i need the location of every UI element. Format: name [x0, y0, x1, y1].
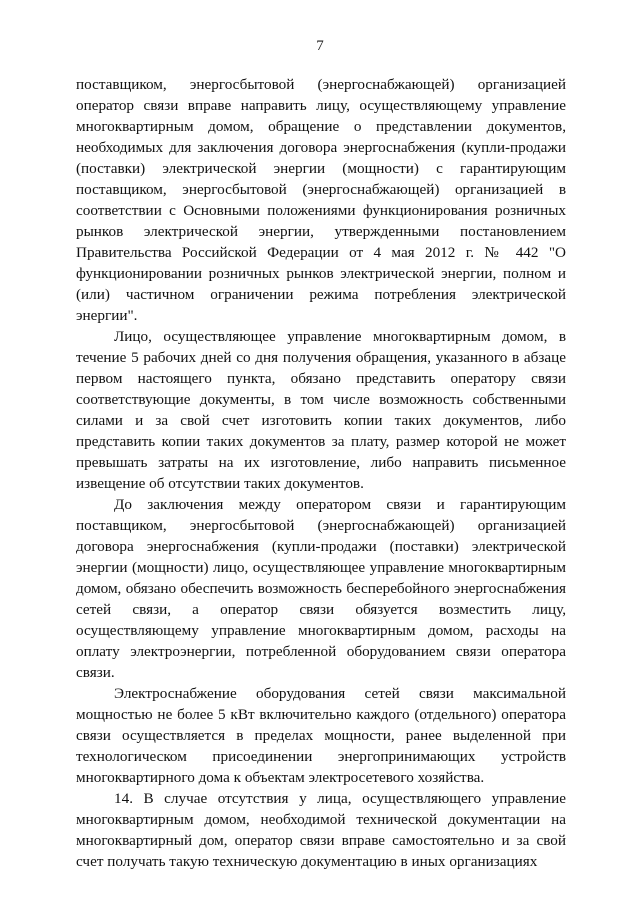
paragraph-3: До заключения между оператором связи и гарантирующим поставщиком, энергосбытовой (энергоснабжающей) организацией договора энергоснабжения (купли-продажи (поставки) электрической энергии (мощности) лицо, осуществляющее управление многоквартирным домом, обязано обеспечить возможность бесперебойного энергоснабжения сетей связи, а оператор связи обязуется возместить лицу, осуществляющему управление многоквартирным домом, расходы на оплату электроэнергии, потребленной оборудованием связи оператора связи.: [76, 496, 566, 681]
paragraph-5: 14. В случае отсутствия у лица, осуществляющего управление многоквартирным домом, необходимой технической документации на многоквартирный дом, оператор связи вправе самостоятельно и за свой счет получать такую техническую документацию в иных организациях: [76, 790, 566, 870]
paragraph-2: Лицо, осуществляющее управление многоквартирным домом, в течение 5 рабочих дней со дня получения обращения, указанного в абзаце первом настоящего пункта, обязано представить оператору связи соответствующие документы, в том числе возможность собственными силами и за свой счет изготовить копии таких документов, либо представить копии таких документов за плату, размер которой не может превышать затраты на их изготовление, либо направить письменное извещение об отсутствии таких документов.: [76, 328, 566, 492]
paragraph-1: поставщиком, энергосбытовой (энергоснабжающей) организацией оператор связи вправе направить лицу, осуществляющему управление многоквартирным домом, обращение о представлении документов, необходимых для заключения договора энергоснабжения (купли-продажи (поставки) электрической энергии (мощности) с гарантирующим поставщиком, энергосбытовой (энергоснабжающей) организацией в соответствии с Основными положениями функционирования розничных рынков электрической энергии, утвержденными постановлением Правительства Российской Федерации от 4 мая 2012 г. № 442 "О функционировании розничных рынков электрической энергии, полном и (или) частичном ограничении режима потребления электрической энергии".: [76, 76, 566, 324]
document-body: [76, 74, 566, 872]
page-number: 7: [316, 38, 324, 54]
paragraph-4: Электроснабжение оборудования сетей связи максимальной мощностью не более 5 кВт включительно каждого (отдельного) оператора связи осуществляется в пределах мощности, ранее выделенной при технологическом присоединении энергопринимающих устройств многоквартирного дома к объектам электросетевого хозяйства.: [76, 685, 566, 786]
